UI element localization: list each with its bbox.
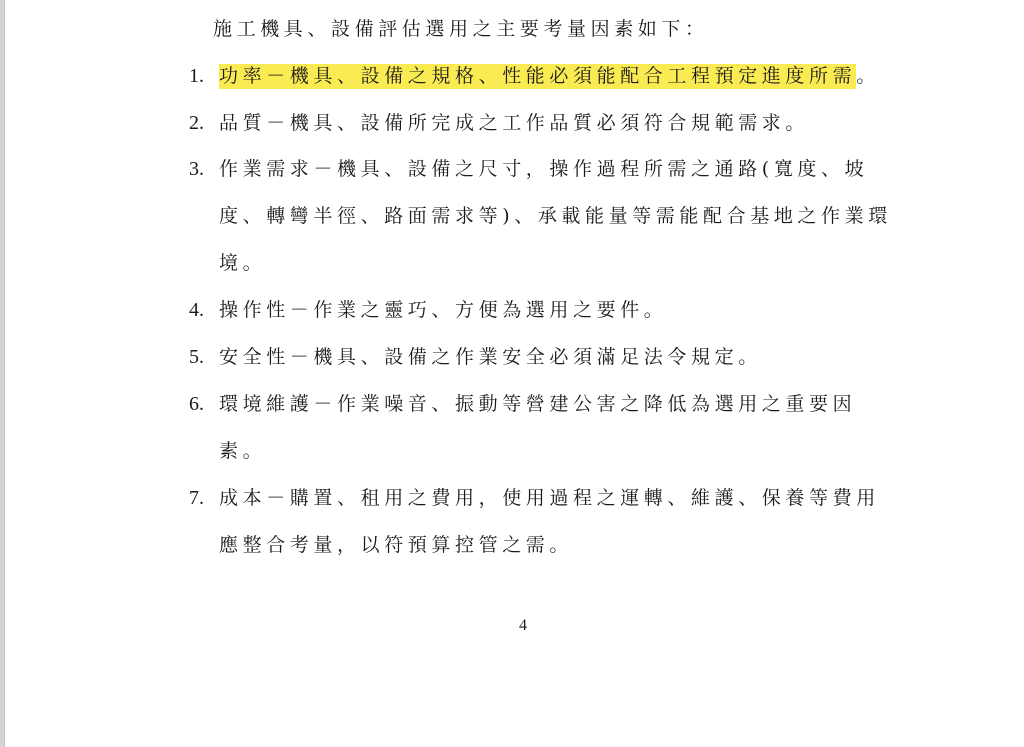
item-text: 成本－購置、租用之費用，使用過程之運轉、維護、保養等費用 — [219, 487, 880, 509]
list-number: 4. — [189, 299, 204, 321]
item-text: 品質－機具、設備所完成之工作品質必須符合規範需求。 — [219, 112, 810, 134]
item-text-tail: 。 — [856, 65, 880, 87]
list-number: 1. — [189, 65, 204, 87]
list-number: 3. — [189, 158, 204, 180]
list-item-5 — [189, 344, 762, 370]
list-item-2 — [189, 110, 809, 136]
list-number: 7. — [189, 487, 204, 509]
highlighted-text[interactable]: 功率－機具、設備之規格、性能必須能配合工程預定進度所需 — [219, 65, 857, 87]
page-number: 4 — [519, 617, 527, 634]
intro-paragraph: 施工機具、設備評估選用之主要考量因素如下： — [213, 18, 709, 40]
list-item-7 — [189, 485, 880, 511]
item-text: 作業需求－機具、設備之尺寸，操作過程所需之通路(寬度、坡 — [219, 158, 869, 180]
list-item-3-continuation-2: 境。 — [219, 252, 267, 274]
list-item-7-continuation-1: 應整合考量，以符預算控管之需。 — [219, 534, 574, 556]
document-page — [5, 0, 1024, 747]
list-number: 2. — [189, 112, 204, 134]
list-item-1 — [189, 63, 880, 89]
item-text: 操作性－作業之靈巧、方便為選用之要件。 — [219, 299, 668, 321]
list-item-3-continuation-1: 度、轉彎半徑、路面需求等)、承載能量等需能配合基地之作業環 — [219, 205, 892, 227]
list-item-4 — [189, 297, 667, 323]
item-text: 安全性－機具、設備之作業安全必須滿足法令規定。 — [219, 346, 762, 368]
list-item-6-continuation-1: 素。 — [219, 440, 267, 462]
list-number: 6. — [189, 393, 204, 415]
list-item-3 — [189, 156, 868, 182]
list-number: 5. — [189, 346, 204, 368]
item-text: 環境維護－作業噪音、振動等營建公害之降低為選用之重要因 — [219, 393, 857, 415]
list-item-6 — [189, 391, 856, 417]
